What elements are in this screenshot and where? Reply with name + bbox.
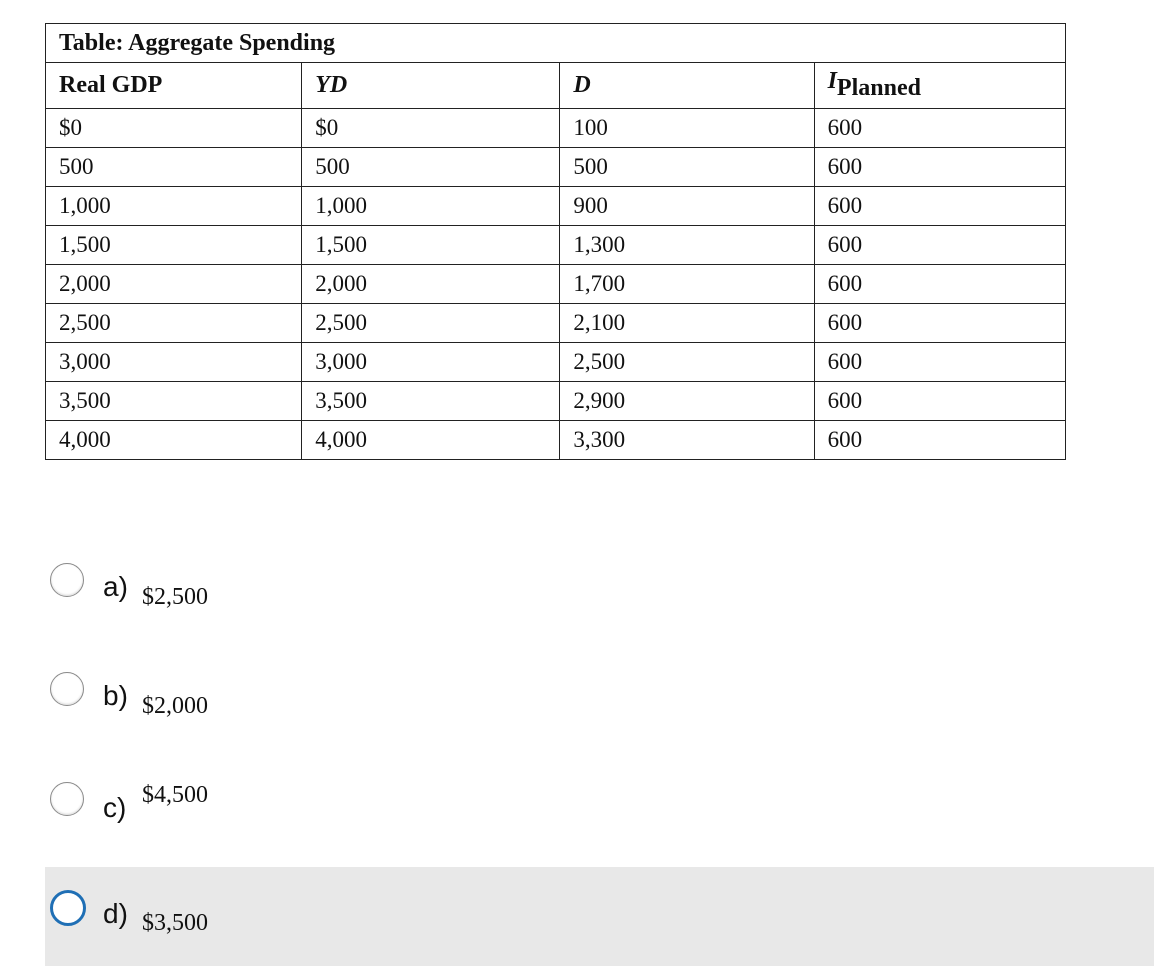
cell-i-planned: 600 (814, 226, 1065, 265)
table-row (46, 187, 1066, 226)
cell-real-gdp: 4,000 (46, 421, 302, 460)
cell-d: 1,300 (560, 226, 814, 265)
table-row (46, 226, 1066, 265)
table-title: Table: Aggregate Spending (46, 24, 1066, 63)
cell-i-planned: 600 (814, 187, 1065, 226)
cell-d: 500 (560, 148, 814, 187)
table-row (46, 382, 1066, 421)
aggregate-spending-table (45, 23, 1066, 460)
option-a-letter: a) (103, 571, 128, 602)
option-b-radio[interactable] (50, 672, 84, 706)
option-a-radio[interactable] (50, 563, 84, 597)
header-i-planned (814, 63, 1065, 109)
cell-d: 3,300 (560, 421, 814, 460)
header-yd: YD (302, 63, 560, 109)
cell-yd: 500 (302, 148, 560, 187)
cell-real-gdp: 2,500 (46, 304, 302, 343)
cell-d: 900 (560, 187, 814, 226)
table-row (46, 304, 1066, 343)
option-b-value: $2,000 (142, 693, 208, 719)
option-d-letter: d) (103, 898, 128, 929)
cell-real-gdp: 2,000 (46, 265, 302, 304)
option-a-value: $2,500 (142, 584, 208, 610)
header-real-gdp: Real GDP (46, 63, 302, 109)
header-i-symbol: I (827, 68, 837, 94)
cell-i-planned: 600 (814, 382, 1065, 421)
cell-real-gdp: 1,500 (46, 226, 302, 265)
option-b-letter: b) (103, 680, 128, 711)
cell-yd: 4,000 (302, 421, 560, 460)
cell-d: 1,700 (560, 265, 814, 304)
cell-yd: 1,000 (302, 187, 560, 226)
cell-yd: $0 (302, 109, 560, 148)
cell-real-gdp: 3,000 (46, 343, 302, 382)
cell-real-gdp: 1,000 (46, 187, 302, 226)
cell-yd: 3,000 (302, 343, 560, 382)
cell-d: 2,100 (560, 304, 814, 343)
cell-yd: 1,500 (302, 226, 560, 265)
header-i-subscript: Planned (836, 75, 921, 101)
table-header-row (46, 63, 1066, 109)
option-d-highlight (45, 867, 1154, 966)
cell-d: 2,500 (560, 343, 814, 382)
option-d-value: $3,500 (142, 910, 208, 936)
option-d-radio[interactable] (50, 890, 86, 926)
table-row (46, 265, 1066, 304)
option-c-value: $4,500 (142, 782, 208, 808)
cell-yd: 2,000 (302, 265, 560, 304)
cell-yd: 3,500 (302, 382, 560, 421)
table-row (46, 343, 1066, 382)
table-row (46, 148, 1066, 187)
cell-d: 100 (560, 109, 814, 148)
cell-real-gdp: 3,500 (46, 382, 302, 421)
option-c-radio[interactable] (50, 782, 84, 816)
cell-real-gdp: $0 (46, 109, 302, 148)
table-row (46, 109, 1066, 148)
cell-i-planned: 600 (814, 421, 1065, 460)
cell-i-planned: 600 (814, 148, 1065, 187)
cell-i-planned: 600 (814, 265, 1065, 304)
cell-yd: 2,500 (302, 304, 560, 343)
option-c-letter: c) (103, 792, 127, 823)
cell-d: 2,900 (560, 382, 814, 421)
cell-i-planned: 600 (814, 109, 1065, 148)
cell-i-planned: 600 (814, 343, 1065, 382)
header-d: D (560, 63, 814, 109)
cell-real-gdp: 500 (46, 148, 302, 187)
cell-i-planned: 600 (814, 304, 1065, 343)
table-row (46, 421, 1066, 460)
